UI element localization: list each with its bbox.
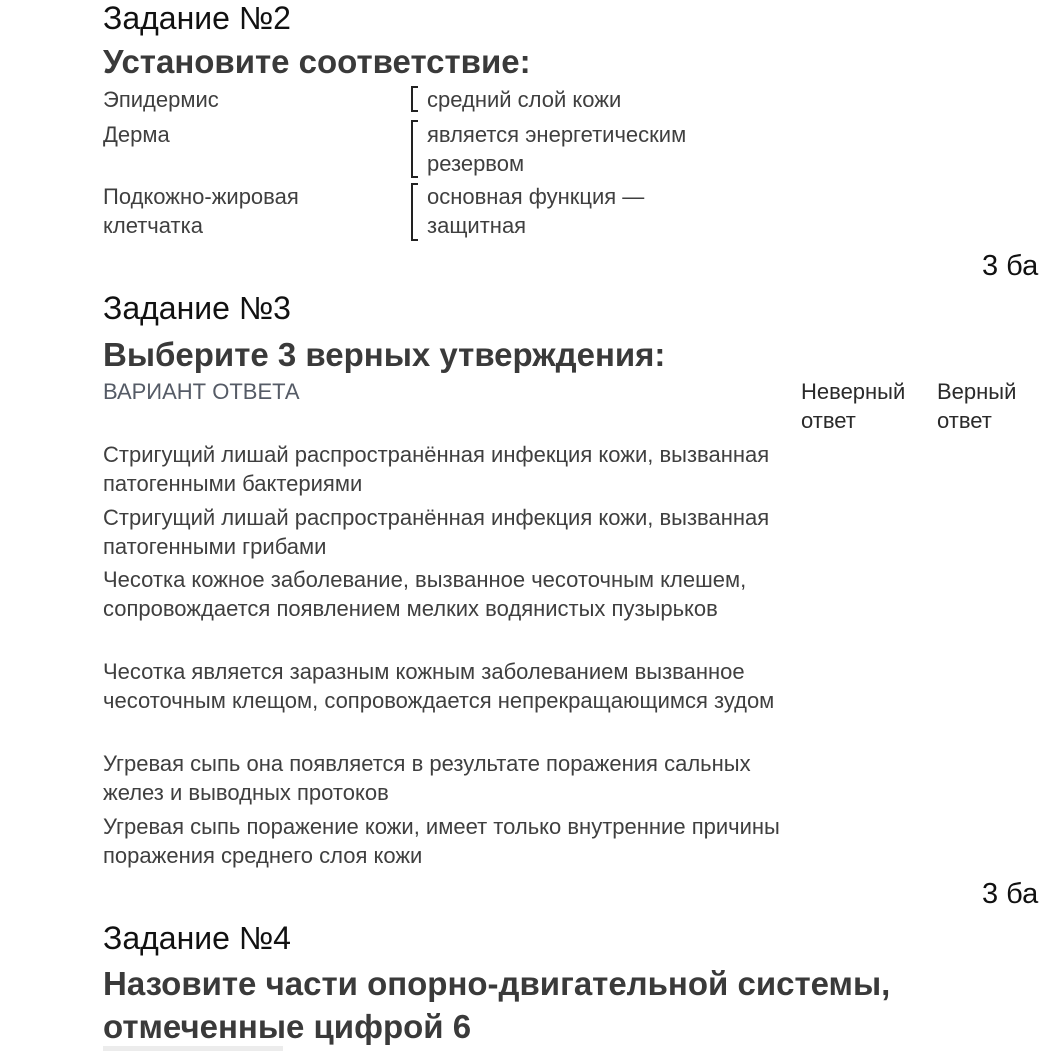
col-right-header: Верный ответ	[937, 379, 1017, 433]
match-bracket	[411, 86, 418, 112]
match-left-item: Эпидермис	[103, 87, 219, 112]
statement-row: Стригущий лишай распространённая инфекция кожи, вызванная патогенными бактериями	[103, 442, 770, 496]
task2-number: Задание №2	[103, 0, 291, 36]
statement-row: Чесотка является заразным кожным заболеванием вызванное чесоточным клещом, сопровождается непрекращающимся зудом	[103, 659, 775, 713]
statement-row: Стригущий лишай распространённая инфекция кожи, вызванная патогенными грибами	[103, 505, 770, 559]
statement-row: Угревая сыпь поражение кожи, имеет только внутренние причины поражения среднего слоя кожи	[103, 814, 780, 868]
col-wrong-header: Неверный ответ	[801, 379, 906, 433]
task4-number: Задание №4	[103, 920, 291, 956]
statement-row: Угревая сыпь она появляется в результате поражения сальных желез и выводных протоков	[103, 751, 751, 805]
task3-title: Выберите 3 верных утверждения:	[103, 336, 666, 373]
match-left-item: Дерма	[103, 122, 170, 147]
match-left-item: Подкожно-жировая клетчатка	[103, 184, 299, 238]
task4-title-line1: Назовите части опорно-двигательной системы,	[103, 965, 891, 1002]
match-right-item: основная функция — защитная	[427, 184, 645, 238]
task2-score: 3 ба	[982, 250, 1039, 282]
task3-number: Задание №3	[103, 290, 291, 326]
task3-score: 3 ба	[982, 878, 1039, 910]
task2-title: Установите соответствие:	[103, 43, 531, 80]
task4-title-line2: отмеченные цифрой 6	[103, 1008, 472, 1045]
match-bracket	[411, 120, 418, 178]
task4-image-placeholder	[103, 1046, 283, 1051]
match-right-item: является энергетическим резервом	[427, 122, 687, 176]
match-right-item: средний слой кожи	[427, 87, 622, 112]
variant-header: ВАРИАНТ ОТВЕТА	[103, 379, 300, 404]
statement-row: Чесотка кожное заболевание, вызванное чесоточным клешем, сопровождается появлением мелких водянистых пузырьков	[103, 567, 747, 621]
match-bracket	[411, 183, 418, 241]
